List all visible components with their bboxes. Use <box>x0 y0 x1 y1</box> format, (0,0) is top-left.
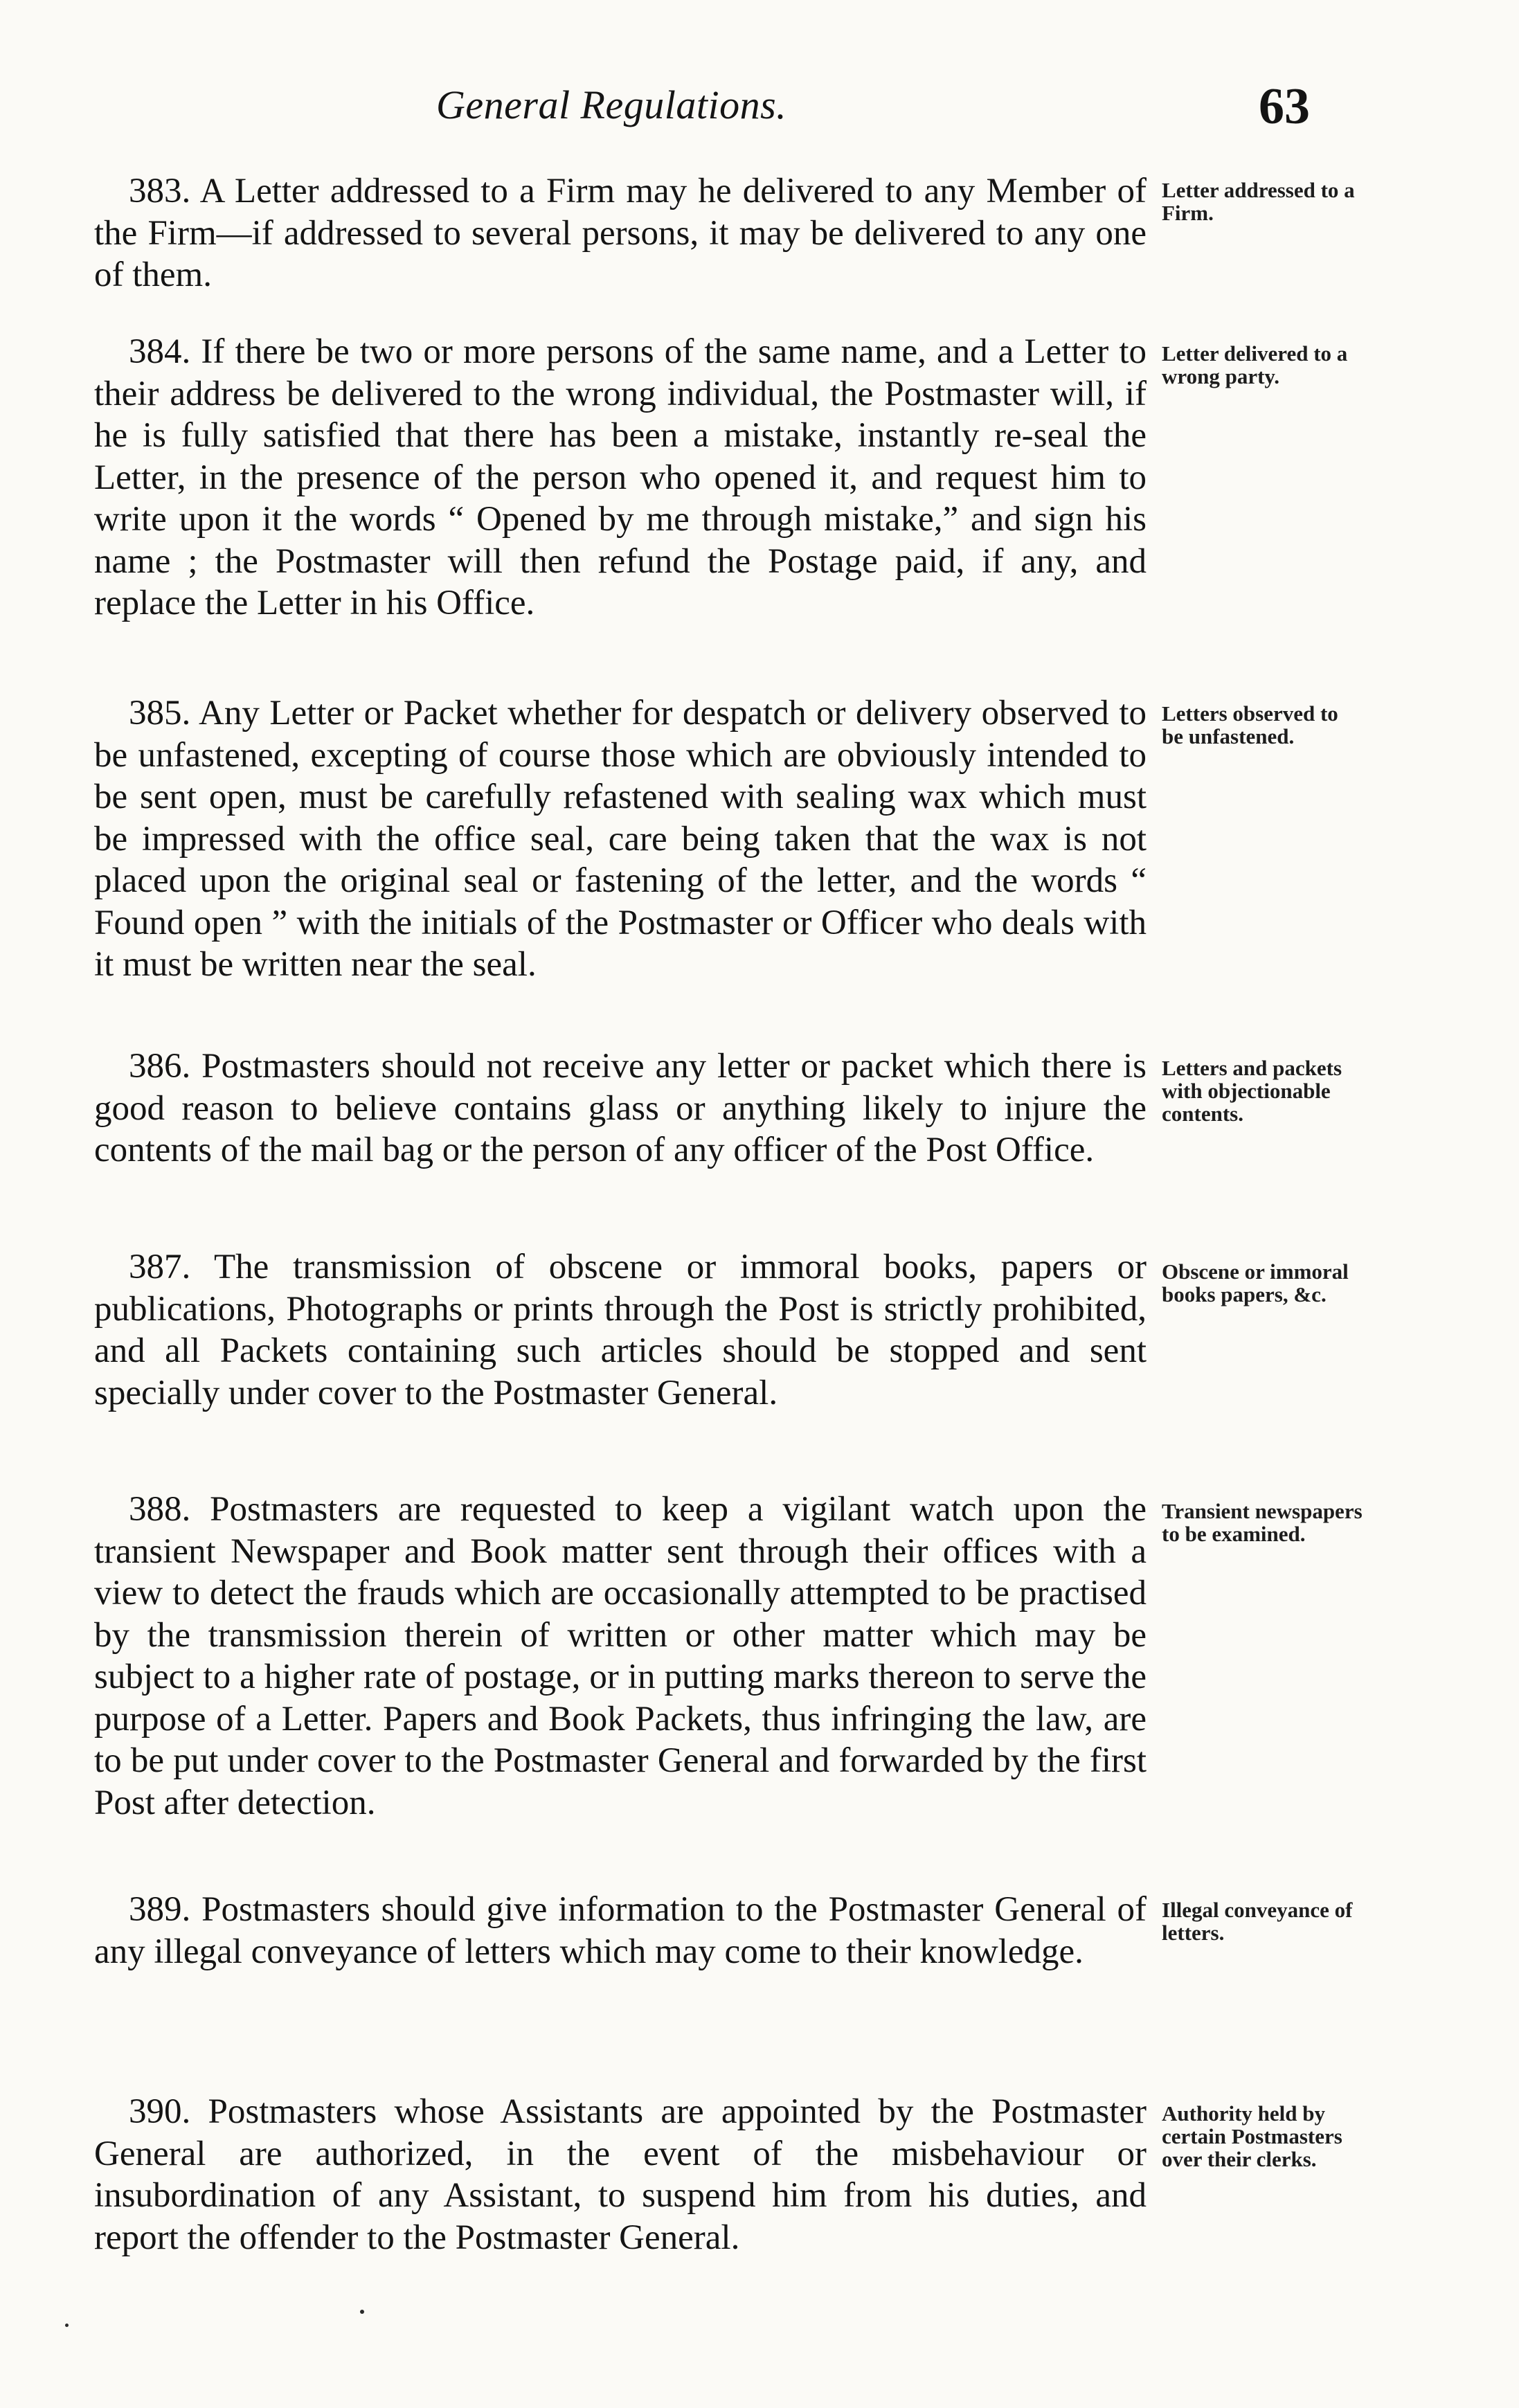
paragraph-text: Postmasters should not receive any letter or packet which there is good reason to believe contains glass or anything likely to injure the contents of the mail bag or the person of any officer of the Post Office. <box>94 1047 1147 1169</box>
margin-note-384: Letter delivered to a wrong party. <box>1162 341 1348 388</box>
paragraph-text: Postmasters should give information to the Postmaster General of any illegal conveyance of letters which may come to their knowledge. <box>94 1890 1147 1971</box>
paragraph-386 <box>94 1045 1147 1171</box>
paragraph-text: The transmission of obscene or immoral books, papers or publications, Photographs or prints through the Post is strictly prohibited, and all Packets containing such articles should be stopped and sent specially under cover to the Postmaster General. <box>94 1248 1147 1412</box>
paragraph-text: Postmasters are requested to keep a vigilant watch upon the transient Newspaper and Book matter sent through their offices with a view to detect the frauds which are occasionally attempted to be practised by the transmission therein of written or other matter which may be subject to a higher rate of postage, or in putting marks thereon to serve the purpose of a Letter. Papers and Book Packets, thus infringing the law, are to be put under cover to the Postmaster General and forwarded by the first Post after detection. <box>94 1490 1147 1822</box>
margin-note-388: Transient newspapers to be examined. <box>1162 1499 1363 1546</box>
paragraph-number: 385. <box>129 694 191 733</box>
margin-note-390: Authority held by certain Postmasters over their clerks. <box>1162 2101 1342 2171</box>
paragraph-385 <box>94 692 1147 986</box>
paragraph-number: 387. <box>129 1248 191 1286</box>
margin-note-386: Letters and packets with objectionable contents. <box>1162 1056 1342 1126</box>
paragraph-text: A Letter addressed to a Firm may he delivered to any Member of the Firm—if addressed to several persons, it may be delivered to any one of them. <box>94 172 1147 294</box>
margin-note-389: Illegal conveyance of letters. <box>1162 1898 1353 1945</box>
paragraph-number: 384. <box>129 332 191 371</box>
running-title: General Regulations. <box>436 82 787 127</box>
paragraph-384 <box>94 331 1147 625</box>
paragraph-number: 389. <box>129 1890 191 1929</box>
page-number: 63 <box>1259 78 1310 135</box>
page-header <box>0 78 1519 151</box>
paragraph-390 <box>94 2091 1147 2258</box>
margin-note-385: Letters observed to be unfastened. <box>1162 701 1338 748</box>
paragraph-383 <box>94 170 1147 296</box>
paragraph-number: 390. <box>129 2092 191 2131</box>
paragraph-text: If there be two or more persons of the same name, and a Letter to their address be delivered to the wrong individual, the Postmaster will, if he is fully satisfied that there has been a mistake, instantly re-seal the Letter, in the presence of the person who opened it, and request him to write upon it the words “ Opened by me through mistake,” and sign his name ; the Postmaster will then refund the Postage paid, if any, and replace the Letter in his Office. <box>94 332 1147 622</box>
paragraph-number: 383. <box>129 172 191 210</box>
paragraph-387 <box>94 1246 1147 1414</box>
paragraph-text: Postmasters whose Assistants are appointed by the Postmaster General are authorized, in the event of the misbehaviour or insubordination of any Assistant, to suspend him from his duties, and report the offender to the Postmaster General. <box>94 2092 1147 2257</box>
margin-note-387: Obscene or immoral books papers, &c. <box>1162 1259 1349 1306</box>
margin-note-383: Letter addressed to a Firm. <box>1162 178 1355 225</box>
scan-speck <box>65 2324 69 2327</box>
paragraph-388 <box>94 1489 1147 1824</box>
scan-speck <box>360 2310 364 2314</box>
paragraph-number: 386. <box>129 1047 191 1086</box>
paragraph-number: 388. <box>129 1490 191 1529</box>
paragraph-text: Any Letter or Packet whether for despatch or delivery observed to be unfastened, excepting of course those which are obviously intended to be sent open, must be carefully refastened with sealing wax which must be impressed with the office seal, care being taken that the wax is not placed upon the original seal or fastening of the letter, and the words “ Found open ” with the initials of the Postmaster or Officer who deals with it must be written near the seal. <box>94 694 1147 984</box>
paragraph-389 <box>94 1889 1147 1973</box>
